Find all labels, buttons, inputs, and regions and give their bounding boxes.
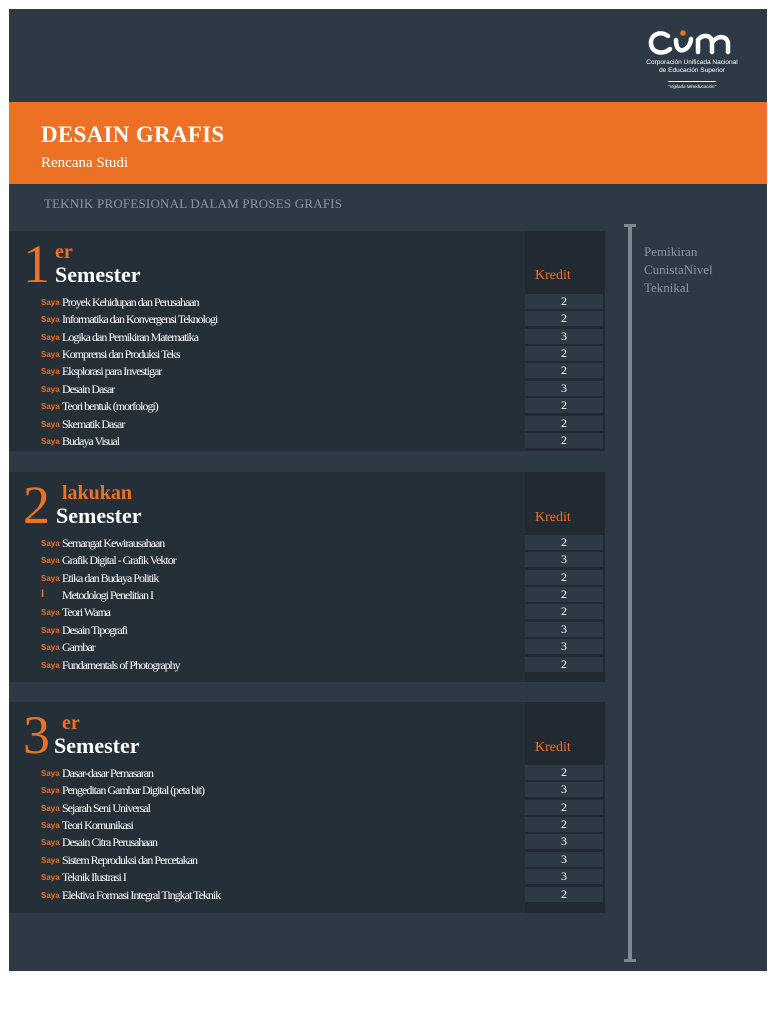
program-title: DESAIN GRAFIS xyxy=(41,122,225,147)
course-credits: 2 xyxy=(525,398,603,413)
curriculum-page xyxy=(9,9,767,971)
course-credits: 2 xyxy=(525,800,603,815)
semester-suffix: er xyxy=(55,241,73,263)
course-credits: 2 xyxy=(525,604,603,619)
course-name: Desain Dasar xyxy=(62,382,115,396)
course-credits: 2 xyxy=(525,433,603,448)
course-name: Fundamentals of Photography xyxy=(62,658,180,672)
semester-number: 2 xyxy=(23,475,50,535)
course-row xyxy=(9,433,605,449)
course-credits: 2 xyxy=(525,416,603,431)
course-prefix: Saya xyxy=(41,367,60,376)
course-row xyxy=(9,800,605,816)
course-credits: 2 xyxy=(525,765,603,780)
semester-number: 1 xyxy=(23,234,50,294)
course-name: Semangat Kewirausahaan xyxy=(62,536,165,550)
level-line-2: CunistaNivel xyxy=(644,262,713,277)
timeline-bar xyxy=(628,224,632,962)
course-credits: 2 xyxy=(525,570,603,585)
course-name: Komprensi dan Produksi Teks xyxy=(62,347,180,361)
program-subtitle: Rencana Studi xyxy=(41,155,129,171)
course-row xyxy=(9,381,605,397)
course-prefix: Saya xyxy=(41,608,60,617)
course-name: Sejarah Seni Universal xyxy=(62,801,150,815)
course-name: Teori bentuk (morfologi) xyxy=(62,399,158,413)
course-prefix: Saya xyxy=(41,661,60,670)
course-name: Elektiva Formasi Integral Tingkat Teknik xyxy=(62,888,221,902)
course-name: Teknik Ilustrasi I xyxy=(62,870,126,884)
course-row xyxy=(9,346,605,362)
course-prefix: Saya xyxy=(41,539,60,548)
course-credits: 3 xyxy=(525,639,603,654)
logo-line-1: Corporación Unificada Nacional xyxy=(646,59,738,66)
course-row xyxy=(9,604,605,620)
course-row xyxy=(9,552,605,568)
course-credits: 3 xyxy=(525,852,603,867)
course-credits: 2 xyxy=(525,363,603,378)
course-credits: 2 xyxy=(525,346,603,361)
timeline-cap-top xyxy=(624,224,636,227)
course-credits: 3 xyxy=(525,869,603,884)
timeline-cap-bottom xyxy=(624,959,636,962)
semester-label: Semester xyxy=(54,733,140,758)
course-prefix: Saya xyxy=(41,643,60,652)
credit-header: Kredit xyxy=(535,510,571,525)
level-line-3: Teknikal xyxy=(644,280,690,295)
course-prefix: Saya xyxy=(41,350,60,359)
course-credits: 3 xyxy=(525,622,603,637)
semester-number: 3 xyxy=(23,705,50,765)
course-prefix: Saya xyxy=(41,315,60,324)
course-prefix: Saya xyxy=(41,420,60,429)
course-prefix: Saya xyxy=(41,333,60,342)
course-name: Teori Warna xyxy=(62,605,110,619)
course-prefix: Saya xyxy=(41,856,60,865)
semester-suffix: er xyxy=(62,712,80,734)
course-row xyxy=(9,587,605,603)
logo-line-3: "Vigilada Mineducación" xyxy=(668,81,716,91)
degree-tagline: TEKNIK PROFESIONAL DALAM PROSES GRAFIS xyxy=(44,196,343,211)
course-prefix: Saya xyxy=(41,821,60,830)
course-prefix: Saya xyxy=(41,769,60,778)
institution-logo xyxy=(637,27,747,99)
course-prefix: Saya xyxy=(41,873,60,882)
course-credits: 2 xyxy=(525,817,603,832)
course-row xyxy=(9,535,605,551)
course-credits: 2 xyxy=(525,294,603,309)
course-prefix: Saya xyxy=(41,298,60,307)
cun-logo-mark xyxy=(646,27,738,59)
course-prefix: Saya xyxy=(41,437,60,446)
course-row xyxy=(9,570,605,586)
course-row xyxy=(9,311,605,327)
course-name: Grafik Digital - Grafik Vektor xyxy=(62,553,176,567)
course-row xyxy=(9,416,605,432)
course-credits: 2 xyxy=(525,887,603,902)
level-line-1: Pemikiran xyxy=(644,244,698,259)
course-row xyxy=(9,398,605,414)
course-name: Sistem Reproduksi dan Percetakan xyxy=(62,853,197,867)
course-row xyxy=(9,817,605,833)
course-name: Metodologi Penelitian I xyxy=(62,588,153,602)
course-credits: 2 xyxy=(525,311,603,326)
course-name: Teori Komunikasi xyxy=(62,818,133,832)
course-row xyxy=(9,852,605,868)
course-name: Gambar xyxy=(62,640,95,654)
course-prefix: I xyxy=(41,588,45,600)
course-name: Desain Tipografi xyxy=(62,623,127,637)
course-prefix: Saya xyxy=(41,626,60,635)
semester-3-block xyxy=(9,702,605,913)
course-row xyxy=(9,329,605,345)
course-name: Proyek Kehidupan dan Perusahaan xyxy=(62,295,199,309)
semester-2-block xyxy=(9,472,605,682)
course-prefix: Saya xyxy=(41,574,60,583)
course-name: Etika dan Budaya Politik xyxy=(62,571,159,585)
course-name: Budaya Visual xyxy=(62,434,120,448)
course-credits: 2 xyxy=(525,535,603,550)
course-row xyxy=(9,622,605,638)
course-name: Logika dan Pemikiran Matematika xyxy=(62,330,198,344)
semester-1-block xyxy=(9,231,605,451)
course-name: Eksplorasi para Investigar xyxy=(62,364,162,378)
course-prefix: Saya xyxy=(41,891,60,900)
course-prefix: Saya xyxy=(41,556,60,565)
course-name: Informatika dan Konvergensi Teknologi xyxy=(62,312,218,326)
course-credits: 3 xyxy=(525,552,603,567)
course-prefix: Saya xyxy=(41,385,60,394)
course-row xyxy=(9,363,605,379)
title-banner xyxy=(9,102,767,184)
course-row xyxy=(9,869,605,885)
credit-header: Kredit xyxy=(535,268,571,283)
logo-line-2: de Educación Superior xyxy=(659,67,725,74)
course-prefix: Saya xyxy=(41,804,60,813)
semester-suffix: lakukan xyxy=(62,482,133,504)
semester-label: Semester xyxy=(56,503,142,528)
course-prefix: Saya xyxy=(41,838,60,847)
course-credits: 2 xyxy=(525,657,603,672)
course-row xyxy=(9,657,605,673)
course-row xyxy=(9,887,605,903)
course-name: Desain Citra Perusahaan xyxy=(62,835,157,849)
credit-header: Kredit xyxy=(535,740,571,755)
semester-label: Semester xyxy=(55,262,141,287)
course-name: Skematik Dasar xyxy=(62,417,125,431)
course-credits: 2 xyxy=(525,587,603,602)
course-row xyxy=(9,294,605,310)
course-credits: 3 xyxy=(525,381,603,396)
level-description xyxy=(644,243,754,297)
course-row xyxy=(9,834,605,850)
course-row xyxy=(9,639,605,655)
course-prefix: Saya xyxy=(41,402,60,411)
course-credits: 3 xyxy=(525,834,603,849)
course-name: Pengeditan Gambar Digital (peta bit) xyxy=(62,783,204,797)
course-name: Dasar-dasar Pemasaran xyxy=(62,766,154,780)
course-row xyxy=(9,782,605,798)
course-prefix: Saya xyxy=(41,786,60,795)
course-row xyxy=(9,765,605,781)
course-credits: 3 xyxy=(525,329,603,344)
course-credits: 3 xyxy=(525,782,603,797)
